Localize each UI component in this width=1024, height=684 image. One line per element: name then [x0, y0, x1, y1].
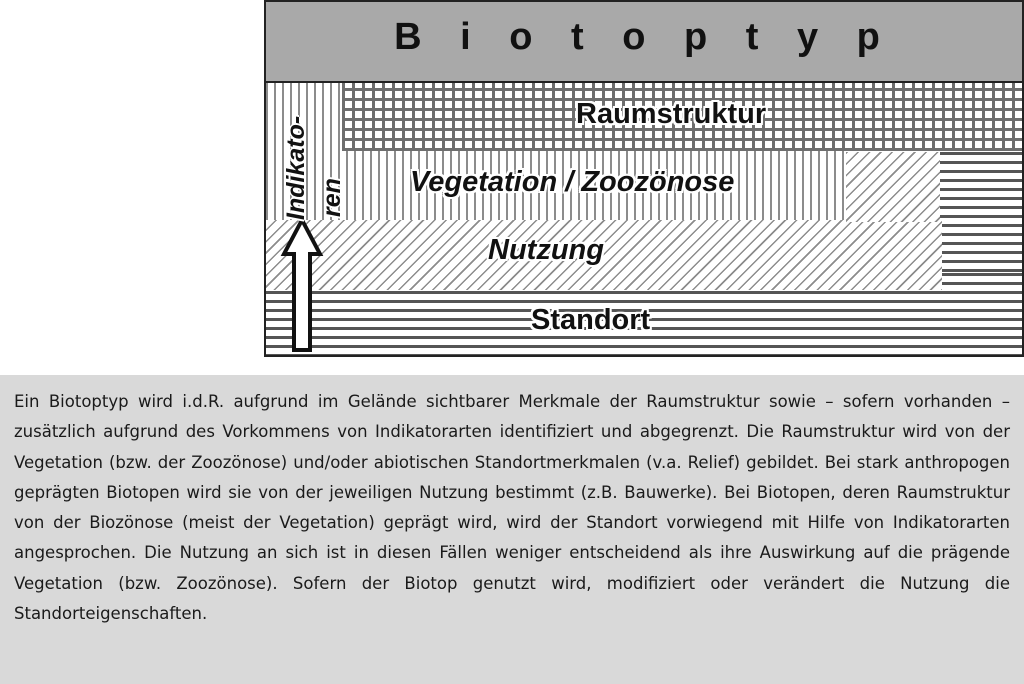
- standort-layer-right-extension: [938, 152, 1022, 272]
- up-arrow-icon: [280, 216, 324, 354]
- nutzung-layer: [266, 218, 942, 290]
- description-paragraph: Ein Biotoptyp wird i.d.R. aufgrund im Gelände sichtbarer Merkmale der Raumstruktur sowie – sofern vorhanden – zusätzlich aufgrund des Vorkommens von Indikatorarten identifiziert und abgegrenzt. Die Raumstruktur wird von der Vegetation (bzw. der Zoozönose) und/oder abiotischen Standortmerkmalen (v.a. Relief) gebildet. Bei stark anthropogen geprägten Biotopen wird sie von der jeweiligen Nutzung bestimmt (z.B. Bauwerke). Bei Biotopen, deren Raumstruktur von der Biozönose (meist der Vegetation) geprägt wird, wird der Standort vorwiegend mit Hilfe von Indikatorarten angesprochen. Die Nutzung an sich ist in diesen Fällen weniger entscheidend als ihre Auswirkung auf die prägende Vegetation (bzw. Zoozönose). Sofern der Biotop genutzt wird, modifiziert oder verändert die Nutzung die Standorteigenschaften.: [14, 392, 1010, 624]
- nutzung-layer-right-extension: [846, 152, 940, 222]
- nutzung-label: Nutzung: [488, 234, 604, 266]
- description-panel: [0, 375, 1024, 684]
- indikatoren-label-line2: ren: [318, 178, 346, 217]
- standort-label: Standort: [531, 304, 651, 336]
- biotoptyp-header: [266, 2, 1022, 83]
- raumstruktur-label: Raumstruktur: [576, 98, 767, 130]
- vegetation-label: Vegetation / Zoozönose: [410, 166, 735, 198]
- biotoptyp-diagram: [264, 0, 1024, 357]
- diagram-title: B i o t o p t y p: [394, 16, 894, 58]
- indikatoren-label-line1: Indikato-: [282, 115, 310, 220]
